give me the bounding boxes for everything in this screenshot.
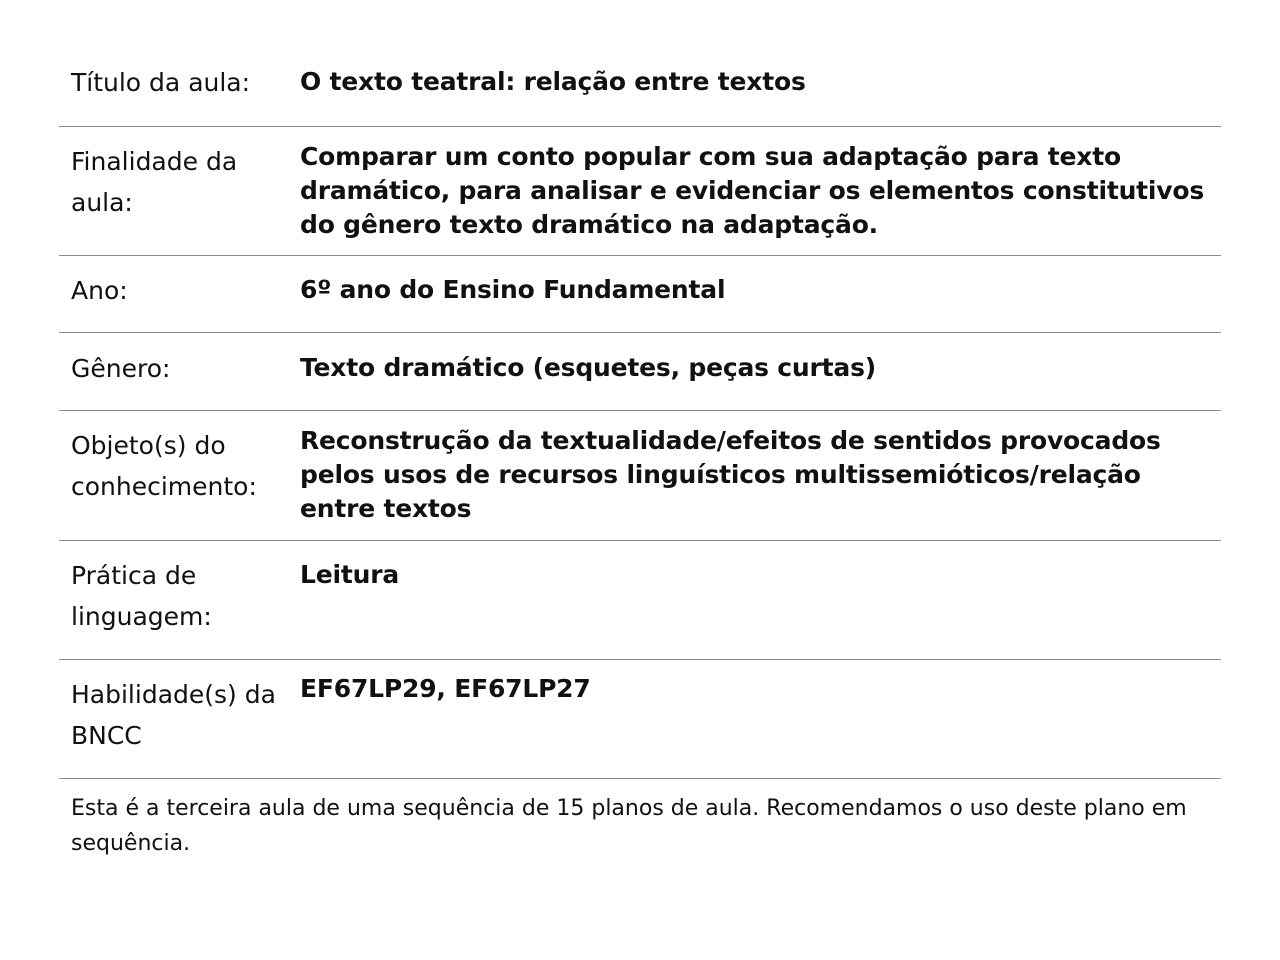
row-value: Reconstrução da textualidade/efeitos de sentidos provocados pelos usos de recursos linguísticos multissemióticos/relação entre textos	[300, 426, 1161, 523]
row-lesson-title	[59, 40, 1221, 127]
row-value: Comparar um conto popular com sua adaptação para texto dramático, para analisar e evidenciar os elementos constitutivos do gênero texto dramático na adaptação.	[300, 142, 1205, 239]
lesson-plan-table	[59, 40, 1221, 861]
row-value: Leitura	[300, 560, 400, 589]
row-label: Prática de linguagem:	[71, 561, 212, 631]
row-label: Habilidade(s) da BNCC	[71, 680, 276, 750]
row-label: Objeto(s) do conhecimento:	[71, 431, 257, 501]
row-value: EF67LP29, EF67LP27	[300, 674, 591, 703]
row-value: Texto dramático (esquetes, peças curtas)	[300, 353, 876, 382]
row-knowledge-objects	[59, 411, 1221, 541]
row-label: Gênero:	[71, 354, 171, 383]
row-label: Título da aula:	[71, 68, 251, 97]
row-lesson-purpose	[59, 127, 1221, 256]
row-school-year	[59, 256, 1221, 333]
row-value: 6º ano do Ensino Fundamental	[300, 275, 726, 304]
row-bncc-skills	[59, 660, 1221, 779]
row-label: Finalidade da aula:	[71, 147, 238, 217]
sequence-note: Esta é a terceira aula de uma sequência de 15 planos de aula. Recomendamos o uso deste plano em sequência.	[71, 796, 1187, 856]
row-label: Ano:	[71, 276, 128, 305]
row-language-practice	[59, 541, 1221, 660]
row-value: O texto teatral: relação entre textos	[300, 67, 806, 96]
row-genre	[59, 333, 1221, 411]
